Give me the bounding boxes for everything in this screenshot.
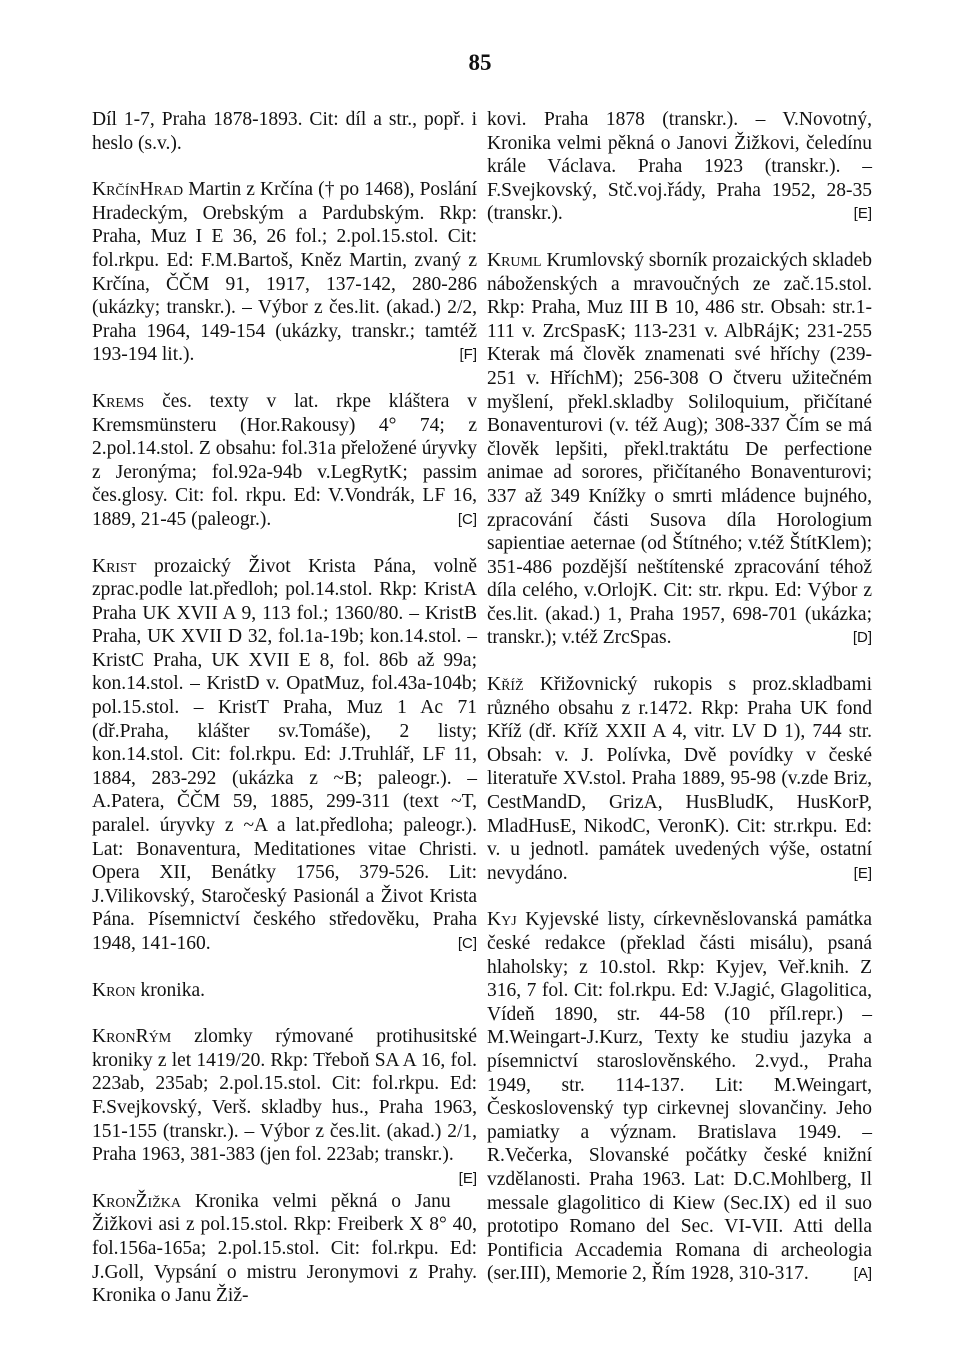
entry-key: Krems	[92, 390, 145, 412]
entry-key: Kruml	[487, 249, 542, 271]
entry-key: Kron	[92, 979, 136, 1001]
entry-tag: [E]	[853, 864, 872, 882]
entry-key: KrčínHrad	[92, 179, 184, 201]
entry-tag: [E]	[853, 205, 872, 223]
dictionary-entry	[92, 555, 477, 956]
entry-text: kovi. Praha 1878 (transkr.). – V.Novotný, Kronika velmi pěkná o Janovi Žižkovi, čeledínu krále Václava. Praha 1923 (transkr.). – F.Svejkovský, Stč.voj.řády, Praha 1952, 28-35 (transkr.).	[487, 109, 872, 225]
entry-tag: [E]	[458, 1169, 477, 1187]
dictionary-entry	[92, 979, 477, 1003]
entry-text: Martin z Krčína († po 1468), Poslání Hradeckým, Orebským a Pardubským. Rkp: Praha, Muz I E 36, 26 fol.; 2.pol.15.stol. Cit: fol.rkpu. Ed: F.M.Bartoš, Kněz Martin, zvaný z Krčína, ČČM 91, 1917, 137-142, 280-286 (ukázky; transkr.). – Výbor z čes.lit. (akad.) 2/2, Praha 1964, 149-154 (ukázky, transkr.; tamtéž 193-194 lit.).	[92, 179, 477, 366]
entry-text: Díl 1-7, Praha 1878-1893. Cit: díl a str., popř. i heslo (s.v.).	[92, 109, 477, 154]
entry-text: prozaický Život Krista Pána, volně zprac.podle lat.předloh; pol.14.stol. Rkp: KristA Praha UK XVII A 9, 113 fol.; 1360/80. – KristB Praha, UK XVII D 32, fol.1a-19b; kon.14.stol. – KristC Praha, UK XVII E 8, fol. 86b až 99a; kon.14.stol. – KristD v. OpatMuz, fol.43a-104b; pol.15.stol. – KristT Praha, Muz 1 Ac 71 (dř.Praha, klášter sv.Tomáše), 2 listy; kon.14.stol. Cit: fol.rkpu. Ed: J.Truhlář, LF 11, 1884, 283-292 (ukázka z ~B; paleogr.). – A.Patera, ČČM 59, 1885, 299-311 (text ~T, paralel. úryvky z ~A a lat.předloha; paleogr.). Lat: Bonaventura, Meditationes vitae Christi. Opera XII, Benátky 1756, 379-526. Lit: J.Vilikovský, Staročeský Pasionál a Život Krista Pána. Písemnictví českého středověku, Praha 1948, 141-160.	[92, 555, 477, 954]
entry-text: Kyjevské listy, církevněslovanská památka české redakce (překlad části misálu), psaná hlaholsky; z 10.stol. Rkp: Kyjev, Veř.knih. Z 316, 7 fol. Cit: fol.rkpu. Ed: V.Jagić, Glagolitica, Vídeň 1890, str. 44-58 (10 příl.repr.) – M.Weingart-J.Kurz, Texty ke studiu jazyka a písemnictví staroslověnského. 2.vyd., Praha 1949, str. 114-137. Lit: M.Weingart, Československý typ cirkevnej slovančiny. Jeho pamiatky a význam. Bratislava 1949. – R.Večerka, Slovanské počátky české knižní vzdělanosti. Praha 1963. Lat: D.C.Mohlberg, Il messale glagolitico di Kiew (Sec.IX) ed il suo prototipo Romano del Sec. VI-VII. Atti della Pontificia Accademia Romana di archeologia (ser.III), Memorie 2, Řím 1928, 310-317.	[487, 909, 873, 1285]
page-number: 85	[468, 50, 492, 75]
dictionary-entry	[92, 178, 477, 367]
dictionary-entry	[487, 249, 872, 650]
right-column	[487, 108, 872, 1309]
dictionary-entry	[92, 1190, 477, 1308]
dictionary-entry	[92, 390, 477, 532]
entry-text: čes. texty v lat. rkpe kláštera v Kremsmünsteru (Hor.Rakousy) 4° 74; z 2.pol.14.stol. Z obsahu: fol.31a přeložené úryvky z Jeronýma; fol.92a-94b v.LegRytK; passim čes.glosy. Cit: fol. rkpu. Ed: V.Vondrák, LF 16, 1889, 21-45 (paleogr.).	[92, 390, 477, 530]
dictionary-entry	[487, 108, 872, 226]
entry-text: Krumlovský sborník prozaických skladeb náboženských a mravoučných ze zač.15.stol. Rkp: Praha, Muz III B 10, 486 str. Obsah: str.1-111 v. ZrcSpasK; 113-231 v. AlbRájK; 231-255 Kterak má člověk znamenati své hříchy (239-251 v. HříchM); 256-308 O čtveru užitečném myšlení, překl.skladby Soliloquium, přičítané Bonaventurovi (v. též Aug); 308-337 Čím se má člověk lepšiti, překl.traktátu De perfectione animae ad sorores, přičítaného Bonaventurovi; 337 až 349 Knížky o smrti mládence bujného, zpracování části Susova díla Horologium sapientiae aeternae (od Štítného; v.též ŠtítKlem); 351-486 pozdější neštítenské zpracování téhož díla celého, v.OrlojK. Cit: str. rkpu. Ed: Výbor z čes.lit. (akad.) 1, Praha 1957, 698-701 (ukázka; transkr.); v.též ZrcSpas.	[487, 249, 872, 649]
dictionary-entry	[487, 908, 872, 1286]
entry-text: zlomky rýmované protihusitské kroniky z let 1419/20. Rkp: Třeboň SA A 16, fol. 223ab, 235ab; 2.pol.15.stol. Cit: fol.rkpu. Ed: F.Svejkovský, Verš. skladby hus., Praha 1963, 151-155 (transkr.). – Výbor z čes.lit. (akad.) 2/1, Praha 1963, 381-383 (jen fol. 223ab; transkr.).	[92, 1026, 477, 1166]
entry-text: Křižovnický rukopis s proz.skladbami různého obsahu z r.1472. Rkp: Praha UK fond Kříž (dř. Kříž XXII A 4, vitr. LV D 1), 744 str. Obsah: v. J. Polívka, Dvě povídky v české literatuře XV.stol. Praha 1889, 95-98 (v.zde Briz, CestMandD, GrizA, HusBludK, HusKorP, MladHusE, NikodC, VeronK). Cit: str.rkpu. Ed: v. u jednotl. památek uvedených výše, ostatní nevydáno.	[487, 674, 872, 884]
dictionary-entry	[92, 108, 477, 155]
entry-key: Kyj	[487, 909, 517, 931]
entry-tag: [C]	[457, 935, 477, 952]
entry-key: Kříž	[487, 674, 524, 696]
entry-tag: [A]	[853, 1265, 872, 1283]
entry-key: KronŽižka	[92, 1190, 181, 1212]
dictionary-entry	[92, 1025, 477, 1187]
entry-text: kronika.	[140, 979, 205, 1001]
entry-key: KronRým	[92, 1026, 172, 1048]
left-column	[92, 108, 477, 1331]
entry-tag: [F]	[459, 346, 477, 364]
entry-text: Kronika velmi pěkná o Janu Žižkovi asi z pol.15.stol. Rkp: Freiberk X 8° 40, fol.156a-165a; 2.pol.15.stol. Cit: fol.rkpu. Ed: J.Goll, Vypsání o mistru Jeronymovi z Prahy. Kronika o Janu Žiž-	[92, 1190, 477, 1307]
dictionary-entry	[487, 673, 872, 885]
entry-key: Krist	[92, 555, 137, 577]
entry-tag: [D]	[852, 629, 872, 647]
entry-tag: [C]	[457, 510, 477, 528]
